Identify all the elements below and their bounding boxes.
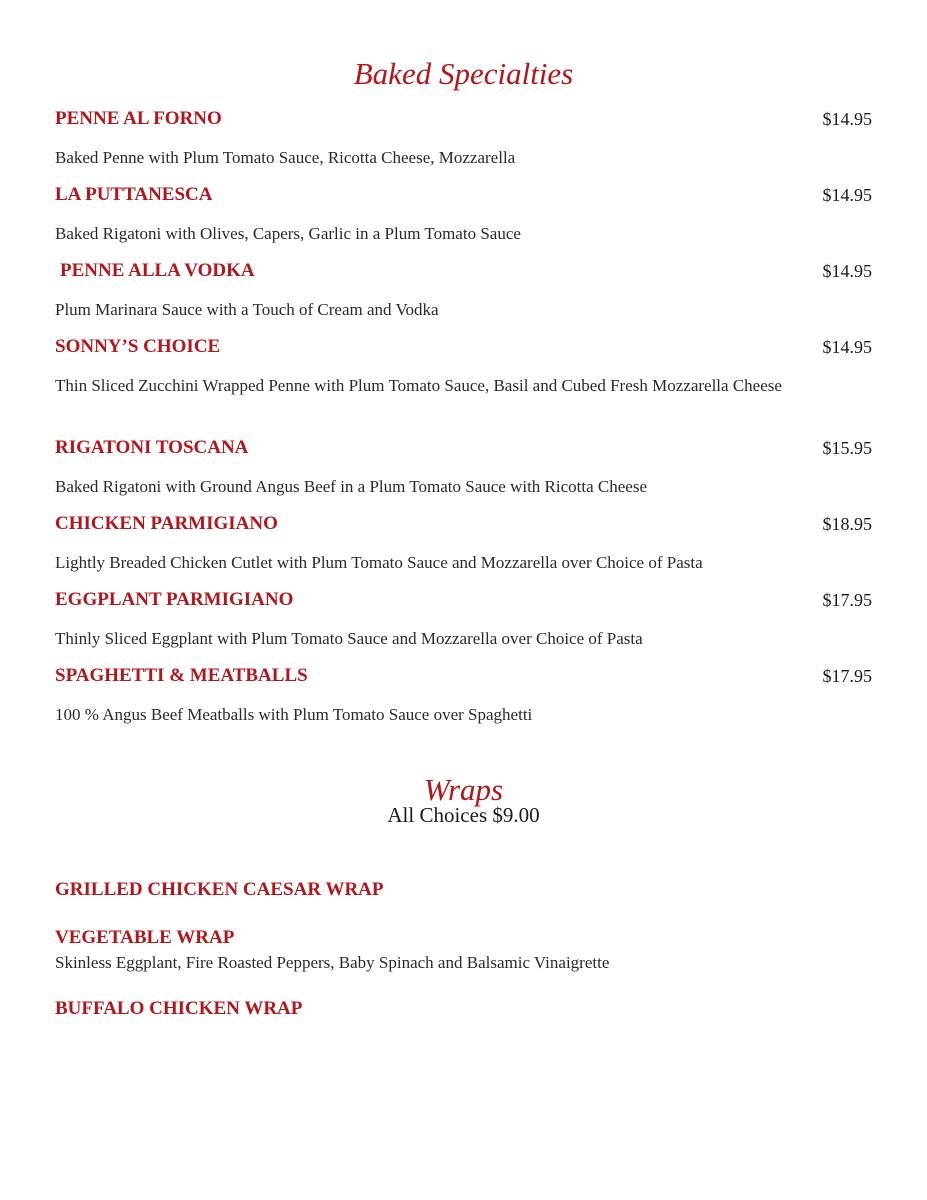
dish-desc-sonnys-choice: Thin Sliced Zucchini Wrapped Penne with Plum Tomato Sauce, Basil and Cubed Fresh Mozzarella Cheese bbox=[55, 376, 782, 395]
dish-price-rigatoni-toscana: $15.95 bbox=[822, 438, 872, 458]
dish-name-sonnys-choice: SONNY’S CHOICE bbox=[55, 336, 221, 357]
dish-name-eggplant-parmigiano: EGGPLANT PARMIGIANO bbox=[55, 589, 294, 610]
dish-desc-la-puttanesca: Baked Rigatoni with Olives, Capers, Garlic in a Plum Tomato Sauce bbox=[55, 224, 521, 243]
dish-name-la-puttanesca: LA PUTTANESCA bbox=[55, 184, 213, 205]
wrap-name-vegetable: VEGETABLE WRAP bbox=[55, 927, 235, 948]
dish-desc-eggplant-parmigiano: Thinly Sliced Eggplant with Plum Tomato Sauce and Mozzarella over Choice of Pasta bbox=[55, 629, 643, 648]
dish-price-chicken-parmigiano: $18.95 bbox=[822, 514, 872, 534]
dish-desc-rigatoni-toscana: Baked Rigatoni with Ground Angus Beef in a Plum Tomato Sauce with Ricotta Cheese bbox=[55, 477, 647, 496]
dish-name-rigatoni-toscana: RIGATONI TOSCANA bbox=[55, 437, 249, 458]
dish-name-spaghetti-meatballs: SPAGHETTI & MEATBALLS bbox=[55, 665, 308, 686]
dish-price-la-puttanesca: $14.95 bbox=[822, 185, 872, 205]
dish-price-eggplant-parmigiano: $17.95 bbox=[822, 590, 872, 610]
wraps-subtitle: All Choices $9.00 bbox=[387, 803, 540, 827]
dish-desc-penne-al-forno: Baked Penne with Plum Tomato Sauce, Ricotta Cheese, Mozzarella bbox=[55, 148, 516, 167]
wrap-name-grilled-chicken-caesar: GRILLED CHICKEN CAESAR WRAP bbox=[55, 879, 384, 900]
wrap-name-buffalo-chicken: BUFFALO CHICKEN WRAP bbox=[55, 998, 303, 1019]
wraps-title: Wraps bbox=[423, 772, 504, 807]
baked-specialties-title: Baked Specialties bbox=[353, 56, 574, 91]
wrap-desc-vegetable: Skinless Eggplant, Fire Roasted Peppers, Baby Spinach and Balsamic Vinaigrette bbox=[55, 953, 610, 972]
dish-price-spaghetti-meatballs: $17.95 bbox=[822, 666, 872, 686]
dish-name-penne-al-forno: PENNE AL FORNO bbox=[55, 108, 222, 129]
dish-desc-spaghetti-meatballs: 100 % Angus Beef Meatballs with Plum Tomato Sauce over Spaghetti bbox=[55, 705, 533, 724]
dish-name-chicken-parmigiano: CHICKEN PARMIGIANO bbox=[55, 513, 278, 534]
dish-price-penne-al-forno: $14.95 bbox=[822, 109, 872, 129]
dish-desc-chicken-parmigiano: Lightly Breaded Chicken Cutlet with Plum Tomato Sauce and Mozzarella over Choice of Pasta bbox=[55, 553, 703, 572]
dish-desc-penne-alla-vodka: Plum Marinara Sauce with a Touch of Cream and Vodka bbox=[55, 300, 439, 319]
dish-price-penne-alla-vodka: $14.95 bbox=[822, 261, 872, 281]
dish-name-penne-alla-vodka: PENNE ALLA VODKA bbox=[60, 260, 255, 281]
dish-price-sonnys-choice: $14.95 bbox=[822, 337, 872, 357]
